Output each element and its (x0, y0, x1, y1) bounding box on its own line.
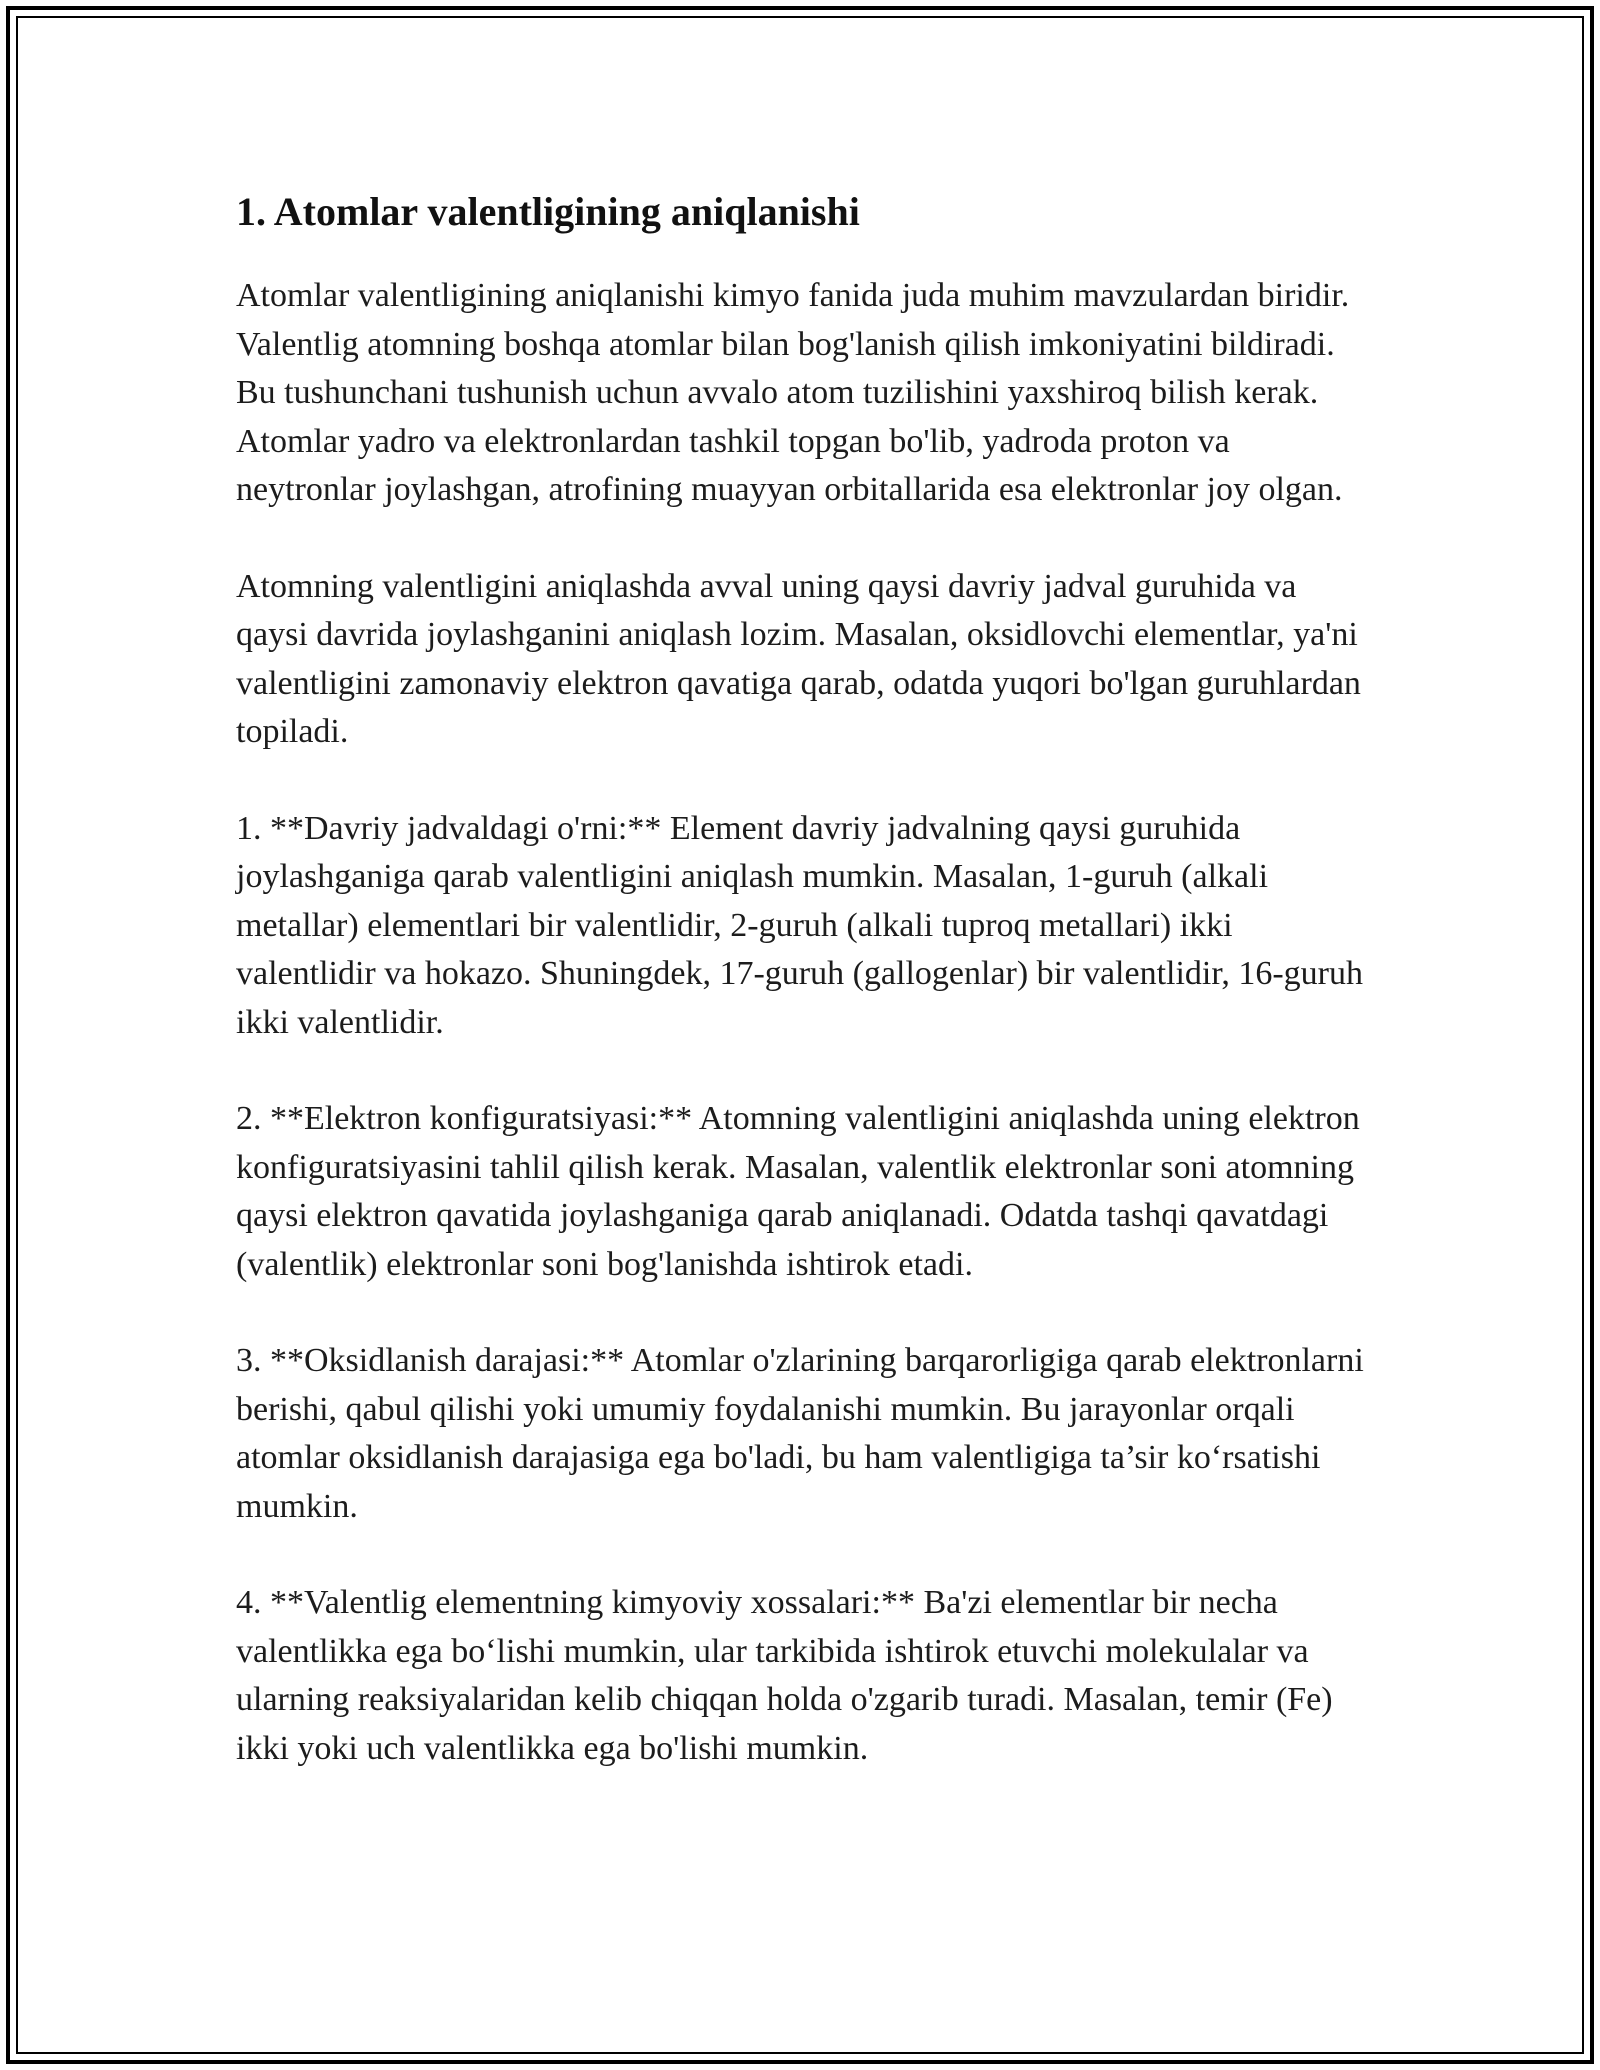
document-body (236, 186, 1372, 1821)
paragraph-intro: Atomlar valentligining aniqlanishi kimyo fanida juda muhim mavzulardan biridir. Valentlig atomning boshqa atomlar bilan bog'lanish qilish imkoniyatini bildiradi. Bu tushunchani tushunish uchun avvalo atom tuzilishini yaxshiroq bilish kerak. Atomlar yadro va elektronlardan tashkil topgan bo'lib, yadroda proton va neytronlar joylashgan, atrofining muayyan orbitallarida esa elektronlar joy olgan. (236, 277, 1350, 508)
list-item-chemical-properties: 4. **Valentlig elementning kimyoviy xossalari:** Ba'zi elementlar bir necha valentlikka ega bo‘lishi mumkin, ular tarkibida ishtirok etuvchi molekulalar va ularning reaksiyalaridan kelib chiqqan holda o'zgarib turadi. Masalan, temir (Fe) ikki yoki uch valentlikka ega bo'lishi mumkin. (236, 1584, 1333, 1767)
list-item-oxidation-state: 3. **Oksidlanish darajasi:** Atomlar o'zlarining barqarorligiga qarab elektronlarni berishi, qabul qilishi yoki umumiy foydalanishi mumkin. Bu jarayonlar orqali atomlar oksidlanish darajasiga ega bo'ladi, bu ham valentligiga ta’sir ko‘rsatishi mumkin. (236, 1342, 1364, 1525)
list-item-electron-configuration: 2. **Elektron konfiguratsiyasi:** Atomning valentligini aniqlashda uning elektron konfiguratsiyasini tahlil qilish kerak. Masalan, valentlik elektronlar soni atomning qaysi elektron qavatida joylashganiga qarab aniqlanadi. Odatda tashqi qavatdagi (valentlik) elektronlar soni bog'lanishda ishtirok etadi. (236, 1100, 1360, 1283)
list-item-periodic-position: 1. **Davriy jadvaldagi o'rni:** Element davriy jadvalning qaysi guruhida joylashganiga qarab valentligini aniqlash mumkin. Masalan, 1-guruh (alkali metallar) elementlari bir valentlidir, 2-guruh (alkali tuproq metallari) ikki valentlidir va hokazo. Shuningdek, 17-guruh (gallogenlar) bir valentlidir, 16-guruh ikki valentlidir. (236, 809, 1363, 1041)
paragraph-periodic-table: Atomning valentligini aniqlashda avval uning qaysi davriy jadval guruhida va qaysi davrida joylashganini aniqlash lozim. Masalan, oksidlovchi elementlar, ya'ni valentligini zamonaviy elektron qavatiga qarab, odatda yuqori bo'lgan guruhlardan topiladi. (236, 567, 1361, 750)
document-title: 1. Atomlar valentligining aniqlanishi (236, 189, 860, 234)
